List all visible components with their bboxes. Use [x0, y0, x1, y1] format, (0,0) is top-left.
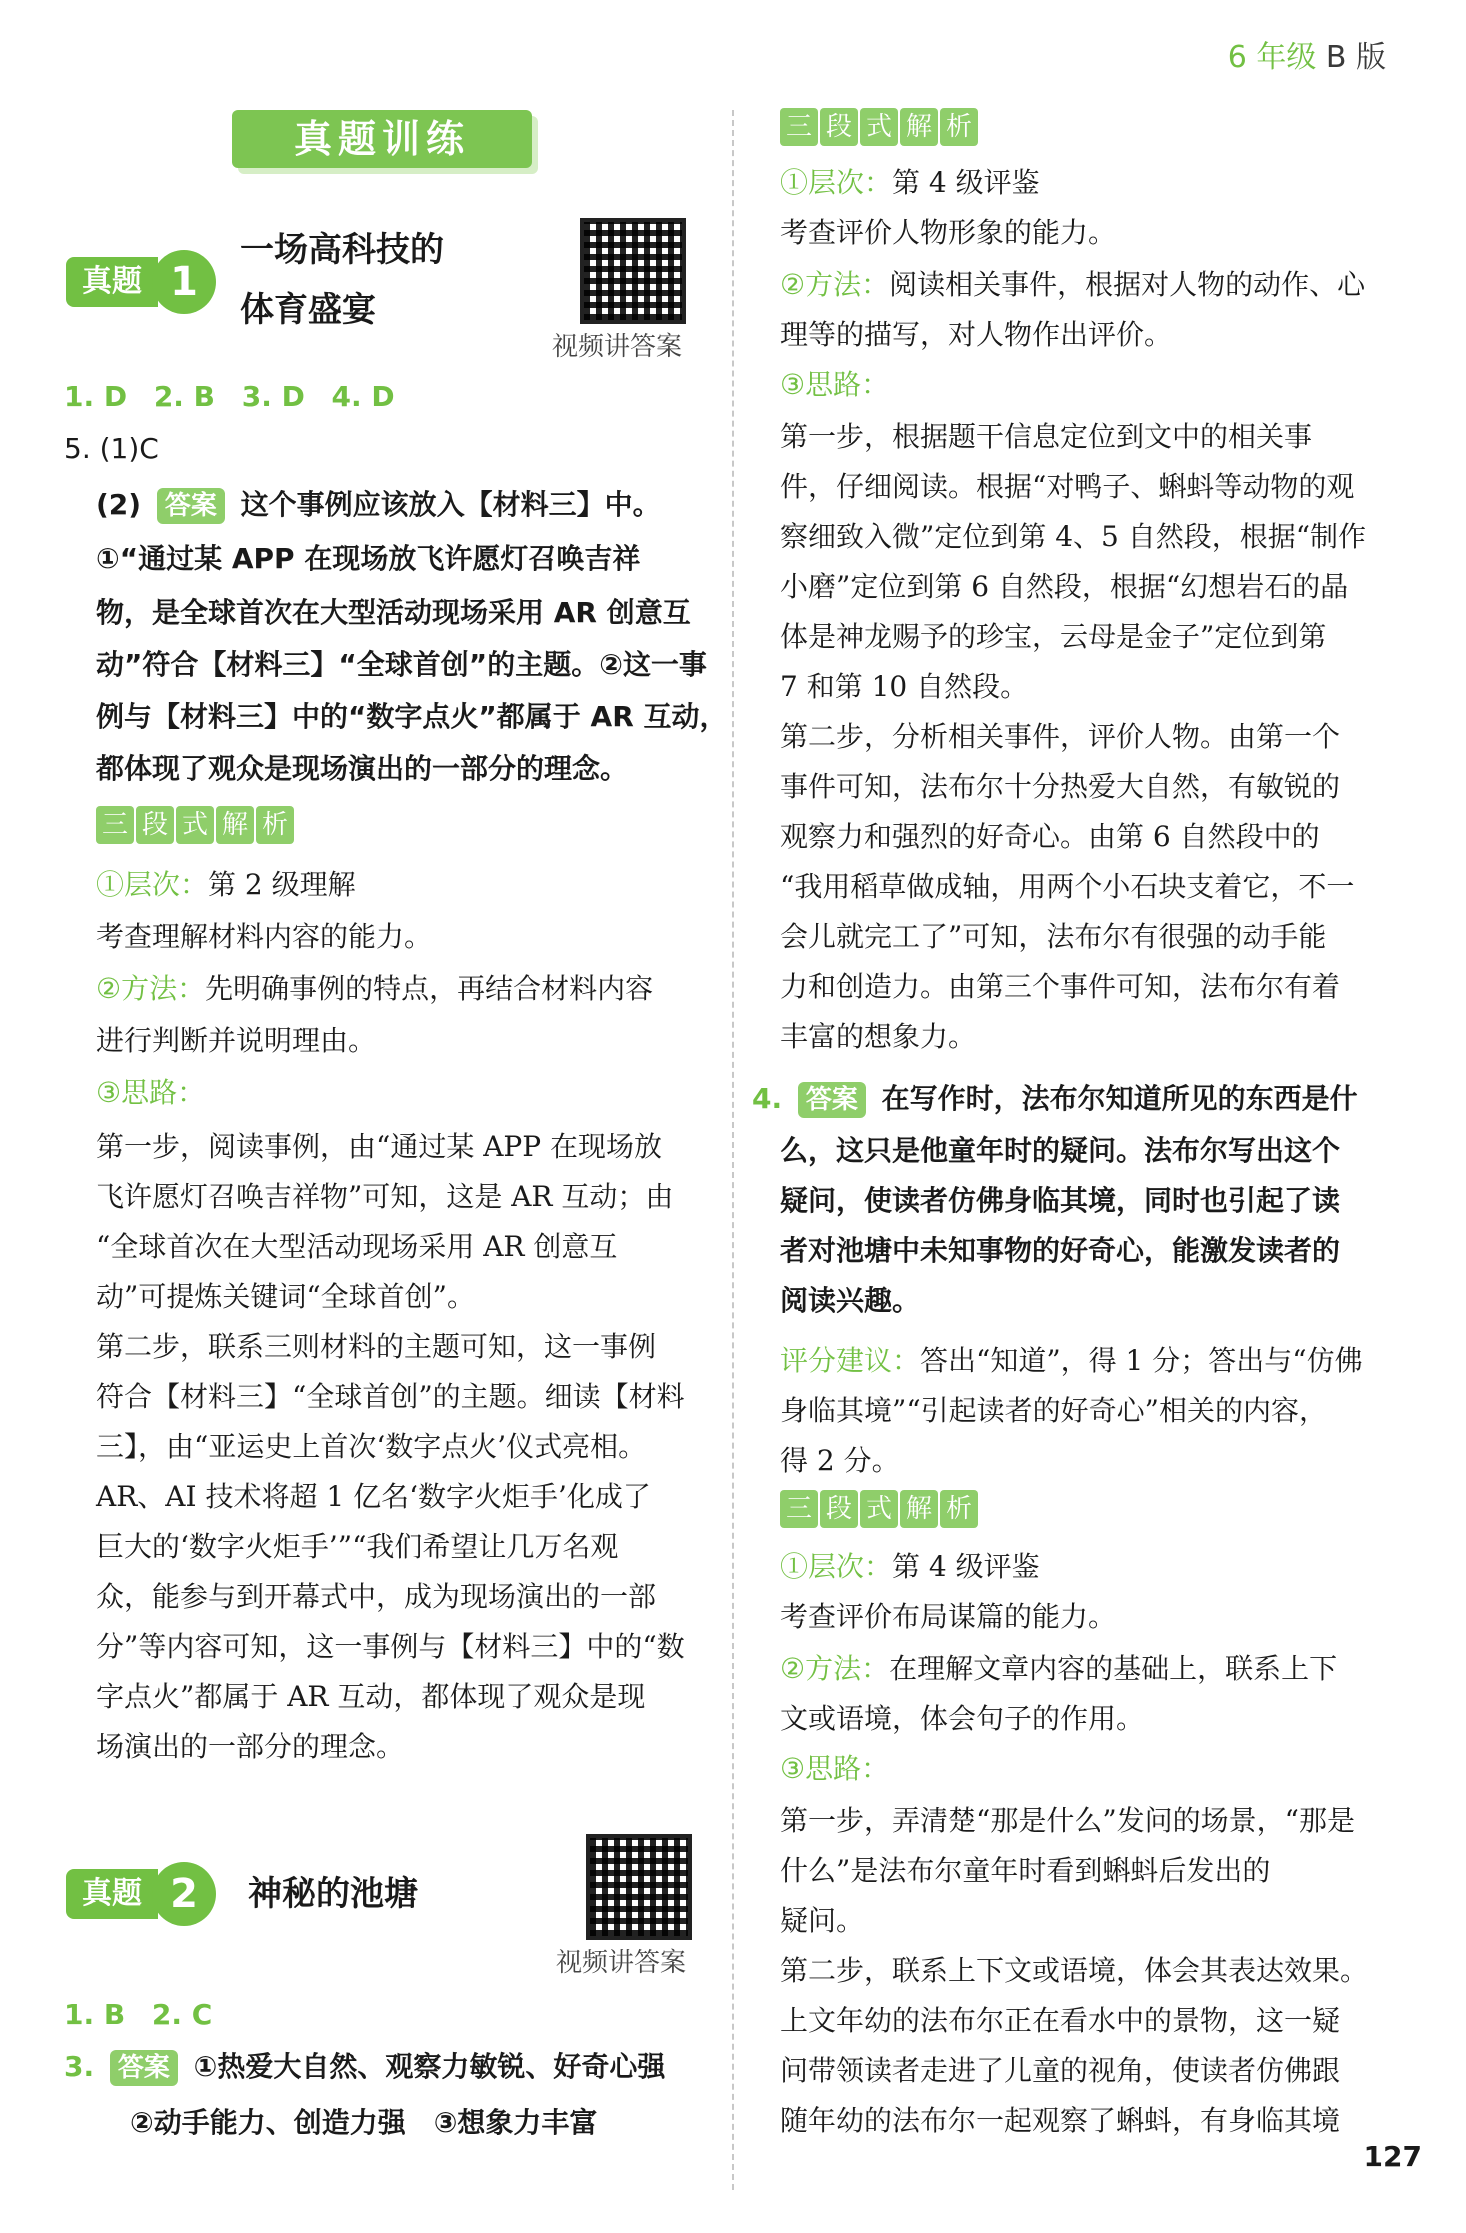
- answer-3-line-1: [64, 2042, 665, 2092]
- method-text: 先明确事例的特点，再结合材料内容: [205, 972, 654, 1005]
- edition: B 版: [1325, 40, 1386, 75]
- answer-3-line-2: ②动手能力、创造力强 ③想象力丰富: [130, 2106, 598, 2139]
- page-number: 127: [1363, 2140, 1422, 2173]
- idea-line: 上文年幼的法布尔正在看水中的景物，这一疑: [780, 2004, 1341, 2037]
- section-banner: 真题训练: [232, 110, 532, 168]
- idea-label-text: ③思路：: [780, 368, 890, 401]
- method-line-2: 进行判断并说明理由。: [96, 1024, 377, 1057]
- idea-line: 第一步，弄清楚“那是什么”发问的场景，“那是: [780, 1804, 1355, 1837]
- answer-1: 1. B: [64, 1998, 126, 2031]
- ability-line: 考查评价人物形象的能力。: [780, 216, 1117, 249]
- score-label: 评分建议：: [780, 1344, 921, 1377]
- idea-label: [96, 1068, 205, 1118]
- method-label: ②方法：: [780, 1652, 890, 1685]
- level-line: [780, 1542, 1040, 1592]
- level-label: ①层次：: [780, 1550, 893, 1583]
- method-line-2: 理等的描写，对人物作出评价。: [780, 318, 1173, 351]
- tag-char: 析: [940, 1490, 978, 1528]
- idea-line: 巨大的‘数字火炬手’”“我们希望让几万名观: [96, 1530, 619, 1563]
- idea-line: AR、AI 技术将超 1 亿名‘数字火炬手’化成了: [96, 1480, 651, 1513]
- level-label: ①层次：: [96, 868, 209, 901]
- question-label: 真题: [66, 257, 158, 307]
- idea-line: 小磨”定位到第 6 自然段，根据“幻想岩石的晶: [780, 570, 1349, 603]
- grade-number: 6 年级: [1227, 40, 1317, 75]
- idea-line: 三】，由“亚运史上首次‘数字点火’仪式亮相。: [96, 1430, 647, 1463]
- idea-line: 什么”是法布尔童年时看到蝌蚪后发出的: [780, 1854, 1271, 1887]
- idea-line: 第二步，联系三则材料的主题可知，这一事例: [96, 1330, 657, 1363]
- idea-line: 分”等内容可知，这一事例与【材料三】中的“数: [96, 1630, 685, 1663]
- idea-line: 疑问。: [780, 1904, 865, 1937]
- answer-4-line: 者对池塘中未知事物的好奇心，能激发读者的: [780, 1234, 1341, 1267]
- tag-char: 式: [176, 806, 214, 844]
- answer-1: 1. D: [64, 380, 128, 413]
- idea-line: 丰富的想象力。: [780, 1020, 977, 1053]
- level-line: [780, 158, 1040, 208]
- idea-paragraph: [780, 1796, 1400, 2146]
- tag-char: 解: [900, 1490, 938, 1528]
- analysis-tag: [96, 806, 294, 844]
- idea-line: 会儿就完工了”可知，法布尔有很强的动手能: [780, 920, 1327, 953]
- score-line-1: [780, 1336, 1363, 1386]
- idea-paragraph: [96, 1122, 716, 1772]
- tag-char: 三: [96, 806, 134, 844]
- idea-label-text: ③思路：: [780, 1752, 890, 1785]
- idea-line: 字点火”都属于 AR 互动，都体现了观众是现: [96, 1680, 646, 1713]
- method-text: 阅读相关事件，根据对人物的动作、心: [889, 268, 1366, 301]
- method-line: [780, 260, 1365, 310]
- tag-char: 段: [820, 1490, 858, 1528]
- answers-q2-1-2: [64, 1990, 212, 2040]
- answer-text: 例与【材料三】中的“数字点火”都属于 AR 互动，: [96, 700, 728, 733]
- analysis-tag: [780, 1490, 978, 1528]
- tag-char: 段: [820, 108, 858, 146]
- answer-2: 2. C: [151, 1998, 213, 2031]
- answer-4-line: 么，这只是他童年时的疑问。法布尔写出这个: [780, 1134, 1341, 1167]
- idea-line: 众，能参与到开幕式中，成为现场演出的一部: [96, 1580, 657, 1613]
- answer-tag: 答案: [798, 1082, 866, 1118]
- idea-line: 符合【材料三】“全球首创”的主题。细读【材料: [96, 1380, 685, 1413]
- score-text: 答出“知道”，得 1 分；答出与“仿佛: [920, 1344, 1363, 1377]
- tag-char: 式: [860, 108, 898, 146]
- qr-code[interactable]: [580, 218, 686, 324]
- answer-4-line: 疑问，使读者仿佛身临其境，同时也引起了读: [780, 1184, 1341, 1217]
- answer-2: 2. B: [153, 380, 216, 413]
- answers-1-4: [64, 372, 395, 422]
- column-divider: [732, 110, 734, 2190]
- idea-label: [780, 1744, 889, 1794]
- tag-char: 三: [780, 108, 818, 146]
- method-line-2: 文或语境，体会句子的作用。: [780, 1702, 1145, 1735]
- method-label: ②方法：: [780, 268, 890, 301]
- idea-line: 7 和第 10 自然段。: [780, 670, 1029, 703]
- method-line: [780, 1644, 1337, 1694]
- answer-tag: 答案: [110, 2050, 178, 2086]
- idea-line: 场演出的一部分的理念。: [96, 1730, 405, 1763]
- answer-5-1: 5. (1)C: [64, 432, 159, 465]
- ability-line: 考查评价布局谋篇的能力。: [780, 1600, 1117, 1633]
- method-line: [96, 964, 653, 1014]
- answer-4-paragraph: [780, 1126, 1340, 1326]
- idea-line: 察细致入微”定位到第 4、5 自然段，根据“制作: [780, 520, 1367, 553]
- answer-4-line: 阅读兴趣。: [780, 1284, 921, 1317]
- idea-line: 第二步，联系上下文或语境，体会其表达效果。: [780, 1954, 1369, 1987]
- question-2-title: 神秘的池塘: [248, 1874, 418, 1914]
- level-text: 第 4 级评鉴: [892, 1550, 1040, 1583]
- level-text: 第 2 级理解: [208, 868, 356, 901]
- tag-char: 解: [216, 806, 254, 844]
- answer-4-text: 在写作时，法布尔知道所见的东西是什: [881, 1082, 1358, 1115]
- idea-label-text: ③思路：: [96, 1076, 206, 1109]
- answer-text: 这个事例应该放入【材料三】中。: [240, 488, 661, 521]
- tag-char: 析: [256, 806, 294, 844]
- method-label: ②方法：: [96, 972, 206, 1005]
- answer-4: 4. D: [331, 380, 395, 413]
- idea-line: 第二步，分析相关事件，评价人物。由第一个: [780, 720, 1341, 753]
- answer-text: 物，是全球首次在大型活动现场采用 AR 创意互: [96, 596, 691, 629]
- question-number: 2: [152, 1862, 216, 1926]
- level-text: 第 4 级评鉴: [892, 166, 1040, 199]
- score-line-3: 得 2 分。: [780, 1444, 900, 1477]
- idea-line: 件，仔细阅读。根据“对鸭子、蝌蚪等动物的观: [780, 470, 1355, 503]
- answer-5-2-line-1: [96, 480, 661, 530]
- level-label: ①层次：: [780, 166, 893, 199]
- tag-char: 三: [780, 1490, 818, 1528]
- tag-char: 析: [940, 108, 978, 146]
- answer-text: 动”符合【材料三】“全球首创”的主题。②这一事: [96, 648, 707, 681]
- idea-line: 观察力和强烈的好奇心。由第 6 自然段中的: [780, 820, 1320, 853]
- grade-edition: [1228, 32, 1386, 76]
- question-label: 真题: [66, 1869, 158, 1919]
- idea-line: “全球首次在大型活动现场采用 AR 创意互: [96, 1230, 618, 1263]
- idea-line: 飞许愿灯召唤吉祥物”可知，这是 AR 互动；由: [96, 1180, 674, 1213]
- answer-5-2-prefix: (2): [96, 488, 142, 521]
- answer-text: ①“通过某 APP 在现场放飞许愿灯召唤吉祥: [96, 542, 641, 575]
- analysis-tag: [780, 108, 978, 146]
- idea-line: 第一步，阅读事例，由“通过某 APP 在现场放: [96, 1130, 663, 1163]
- answer-4-line-1: [752, 1074, 1358, 1124]
- idea-line: 动”可提炼关键词“全球首创”。: [96, 1280, 475, 1313]
- answer-4-number: 4.: [752, 1082, 783, 1115]
- method-text: 在理解文章内容的基础上，联系上下: [889, 1652, 1338, 1685]
- question-2-badge: [66, 1862, 216, 1926]
- idea-line: 力和创造力。由第三个事件可知，法布尔有着: [780, 970, 1341, 1003]
- answer-3: 3. D: [241, 380, 305, 413]
- qr-caption: 视频讲答案: [556, 1948, 687, 1978]
- qr-code[interactable]: [586, 1834, 692, 1940]
- idea-label: [780, 360, 889, 410]
- idea-line: “我用稻草做成轴，用两个小石块支着它，不一: [780, 870, 1355, 903]
- idea-line: 第一步，根据题干信息定位到文中的相关事: [780, 420, 1313, 453]
- tag-char: 段: [136, 806, 174, 844]
- score-line-2: 身临其境”“引起读者的好奇心”相关的内容，: [780, 1394, 1327, 1427]
- level-line: [96, 860, 356, 910]
- question-1-title-line1: 一场高科技的: [240, 230, 444, 270]
- question-1-badge: [66, 250, 216, 314]
- idea-line: 体是神龙赐予的珍宝，云母是金子”定位到第: [780, 620, 1327, 653]
- idea-line: 事件可知，法布尔十分热爱大自然，有敏锐的: [780, 770, 1341, 803]
- qr-caption: 视频讲答案: [552, 332, 683, 362]
- ability-line: 考查理解材料内容的能力。: [96, 920, 433, 953]
- question-1-title-line2: 体育盛宴: [240, 290, 376, 330]
- question-number: 1: [152, 250, 216, 314]
- answer-tag: 答案: [157, 488, 225, 524]
- idea-line: 问带领读者走进了儿童的视角，使读者仿佛跟: [780, 2054, 1341, 2087]
- idea-paragraph: [780, 412, 1400, 1062]
- idea-line: 随年幼的法布尔一起观察了蝌蚪，有身临其境: [780, 2104, 1341, 2137]
- tag-char: 式: [860, 1490, 898, 1528]
- tag-char: 解: [900, 108, 938, 146]
- answer-text: 都体现了观众是现场演出的一部分的理念。: [96, 752, 629, 785]
- answer-3-text: ①热爱大自然、观察力敏锐、好奇心强: [193, 2050, 666, 2083]
- answer-3-number: 3.: [64, 2050, 95, 2083]
